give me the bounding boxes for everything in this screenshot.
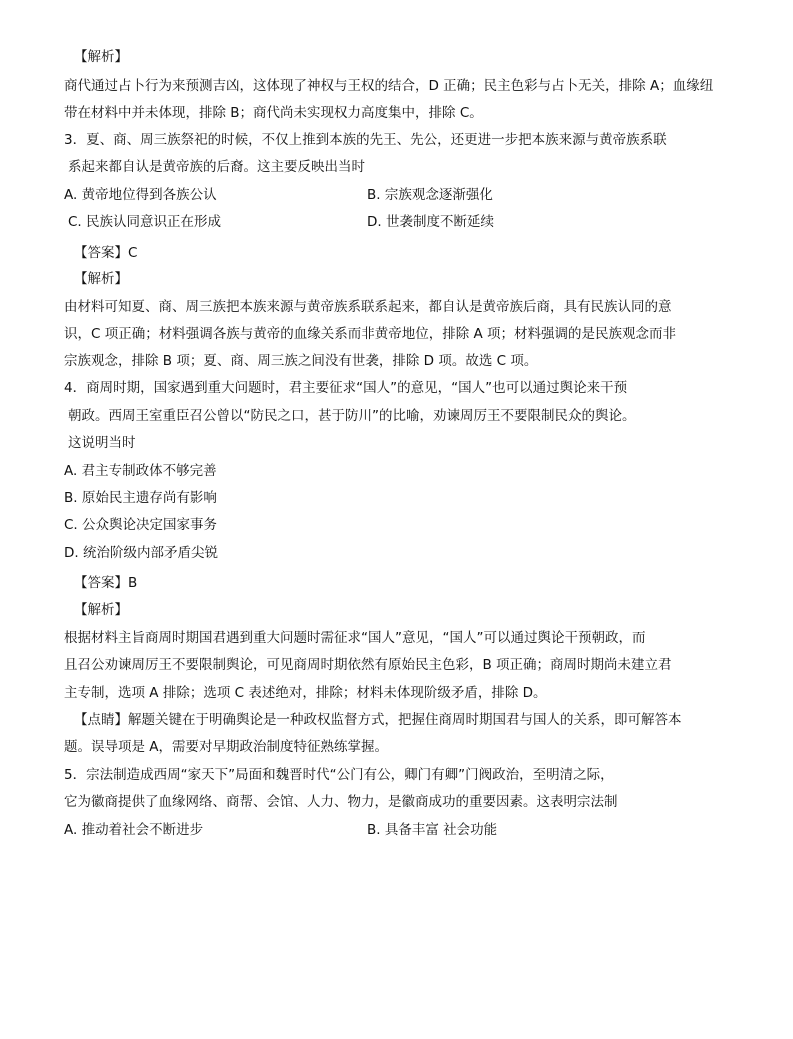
question-4-option-c: C. 公众舆论决定国家事务 [64, 517, 218, 533]
question-5-stem: 它为徽商提供了血缘网络、商帮、会馆、人力、物力，是徽商成功的重要因素。这表明宗法制 [64, 794, 618, 810]
key-point-text-4: 题。误导项是 A，需要对早期政治制度特征熟练掌握。 [64, 739, 389, 755]
question-4-option-b: B. 原始民主遗存尚有影响 [64, 490, 217, 506]
analysis-text-3: 宗族观念，排除 B 项；夏、商、周三族之间没有世袭，排除 D 项。故选 C 项。 [64, 353, 538, 369]
analysis-heading-3: 【解析】 [74, 271, 128, 287]
question-4-stem: 朝政。西周王室重臣召公曾以“防民之口，甚于防川”的比喻，劝谏周厉王不要限制民众的舆论。 [68, 408, 636, 424]
analysis-text-4: 根据材料主旨商周时期国君遇到重大问题时需征求“国人”意见，“国人”可以通过舆论干预朝政，而 [64, 630, 646, 646]
analysis-text-2: 商代通过占卜行为来预测吉凶，这体现了神权与王权的结合，D 正确；民主色彩与占卜无关，排除 A；血缘纽 [64, 78, 714, 94]
question-5-option-a: A. 推动着社会不断进步 [64, 822, 204, 838]
key-point-text-4: 【点睛】解题关键在于明确舆论是一种政权监督方式，把握住商周时期国君与国人的关系，即可解答本 [74, 712, 682, 728]
answer-heading-4: 【答案】B [74, 575, 138, 591]
question-3-stem: 3．夏、商、周三族祭祀的时候，不仅上推到本族的先王、先公，还更进一步把本族来源与黄帝族系联 [64, 132, 667, 148]
question-4-option-a: A. 君主专制政体不够完善 [64, 463, 217, 479]
analysis-heading-1: 【解析】 [74, 49, 128, 65]
question-3-option-d: D. 世袭制度不断延续 [367, 214, 494, 230]
analysis-text-2: 带在材料中并未体现，排除 B；商代尚未实现权力高度集中，排除 C。 [64, 105, 483, 121]
question-3-option-a: A. 黄帝地位得到各族公认 [64, 187, 217, 203]
question-3-option-c: C. 民族认同意识正在形成 [68, 214, 222, 230]
question-4-stem: 这说明当时 [68, 435, 136, 451]
question-4-stem: 4．商周时期，国家遇到重大问题时，君主要征求“国人”的意见，“国人”也可以通过舆论来干预 [64, 380, 628, 396]
question-5-option-b: B. 具备丰富 社会功能 [367, 822, 498, 838]
analysis-text-3: 识，C 项正确；材料强调各族与黄帝的血缘关系而非黄帝地位，排除 A 项；材料强调的是民族观念而非 [64, 326, 677, 342]
question-3-option-b: B. 宗族观念逐渐强化 [367, 187, 493, 203]
question-4-option-d: D. 统治阶级内部矛盾尖锐 [64, 545, 218, 561]
answer-heading-3: 【答案】C [74, 245, 138, 261]
analysis-text-4: 且召公劝谏周厉王不要限制舆论，可见商周时期依然有原始民主色彩，B 项正确；商周时期尚未建立君 [64, 657, 672, 673]
question-5-stem: 5．宗法制造成西周“家天下”局面和魏晋时代“公门有公，卿门有卿”门阀政治，至明清之际， [64, 767, 614, 783]
question-3-stem: 系起来都自认是黄帝族的后裔。这主要反映出当时 [68, 159, 365, 175]
analysis-text-3: 由材料可知夏、商、周三族把本族来源与黄帝族系联系起来，都自认是黄帝族后商，具有民族认同的意 [64, 299, 672, 315]
analysis-text-4: 主专制，选项 A 排除；选项 C 表述绝对，排除；材料未体现阶级矛盾，排除 D。 [64, 685, 547, 701]
analysis-heading-4: 【解析】 [74, 602, 128, 618]
